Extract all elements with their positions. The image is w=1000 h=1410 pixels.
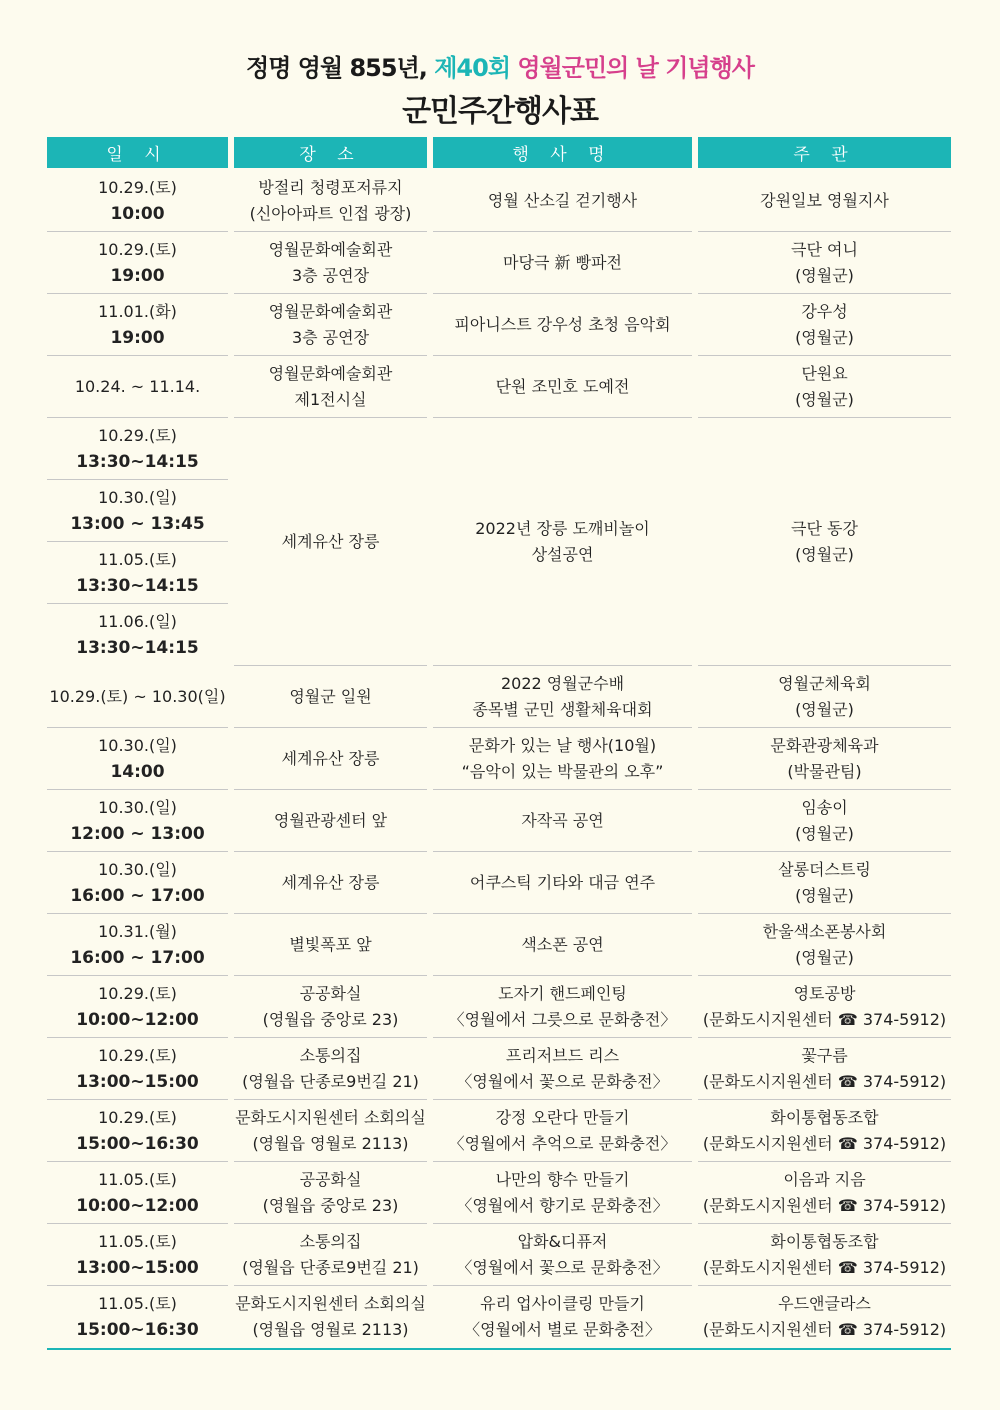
cell-text-event2: 〈영월에서 추억으로 문화충전〉 [448, 1133, 677, 1153]
table-row [47, 356, 951, 418]
table-row [47, 852, 951, 914]
datetime-cell [47, 542, 228, 604]
place-cell [234, 976, 427, 1038]
host-cell [698, 1224, 951, 1286]
event-cell [433, 1100, 692, 1162]
cell-text-date: 11.05.(토) [98, 549, 177, 569]
event-cell [433, 1224, 692, 1286]
cell-text-place1: 세계유산 장릉 [281, 531, 380, 551]
cell-text-host1: 임송이 [801, 797, 848, 817]
cell-text-host1: 화이통협동조합 [770, 1231, 879, 1251]
cell-text-place1: 별빛폭포 앞 [289, 934, 372, 954]
table-row [47, 976, 951, 1038]
datetime-cell [47, 976, 228, 1038]
cell-text-time: 10:00~12:00 [76, 1195, 199, 1216]
place-cell [234, 1224, 427, 1286]
place-cell [234, 666, 427, 728]
place-cell [234, 418, 427, 666]
host-cell [698, 1038, 951, 1100]
cell-text-date: 11.05.(토) [98, 1169, 177, 1189]
cell-text-host2: (영월군) [795, 265, 854, 285]
cell-text-host2: (문화도시지원센터 ☎ 374-5912) [702, 1257, 947, 1277]
datetime-stack [47, 418, 228, 666]
table-header [47, 137, 951, 168]
cell-text-host1: 극단 여니 [791, 239, 858, 259]
datetime-cell [47, 1038, 228, 1100]
cell-text-time: 16:00 ~ 17:00 [70, 885, 205, 906]
cell-text-date: 10.30.(일) [98, 859, 177, 879]
datetime-cell [47, 294, 228, 356]
host-cell [698, 170, 951, 232]
cell-text-time: 12:00 ~ 13:00 [70, 823, 205, 844]
event-cell [433, 418, 692, 666]
table-row [47, 294, 951, 356]
cell-text-event1: 영월 산소길 걷기행사 [487, 190, 638, 210]
cell-text-host2: (영월군) [795, 823, 854, 843]
cell-text-event1: 색소폰 공연 [521, 934, 604, 954]
cell-text-date: 10.30.(일) [98, 735, 177, 755]
cell-text-place1: 소통의집 [299, 1231, 362, 1251]
table-row-group [47, 418, 951, 666]
event-cell [433, 666, 692, 728]
cell-text-host2: (문화도시지원센터 ☎ 374-5912) [702, 1071, 947, 1091]
cell-text-date: 10.30.(일) [98, 797, 177, 817]
cell-text-event2: 종목별 군민 생활체육대회 [472, 699, 653, 719]
datetime-cell [47, 170, 228, 232]
datetime-cell [47, 232, 228, 294]
event-cell [433, 976, 692, 1038]
cell-text-time: 13:30~14:15 [76, 451, 199, 472]
event-cell [433, 294, 692, 356]
cell-text-event1: 문화가 있는 날 행사(10월) [468, 735, 657, 755]
place-cell [234, 790, 427, 852]
datetime-cell [47, 1100, 228, 1162]
host-cell [698, 232, 951, 294]
cell-text-event1: 피아니스트 강우성 초청 음악회 [454, 314, 671, 334]
datetime-cell [47, 666, 228, 728]
cell-text-host2: (영월군) [795, 544, 854, 564]
cell-text-place1: 세계유산 장릉 [281, 872, 380, 892]
cell-text-time: 19:00 [110, 327, 165, 348]
place-cell [234, 852, 427, 914]
host-cell [698, 1100, 951, 1162]
event-cell [433, 914, 692, 976]
cell-text-host2: (문화도시지원센터 ☎ 374-5912) [702, 1320, 947, 1339]
cell-text-event2: 〈영월에서 그릇으로 문화충전〉 [448, 1009, 677, 1029]
place-cell [234, 170, 427, 232]
cell-text-event1: 2022년 장릉 도깨비놀이 [475, 518, 650, 538]
cell-text-date: 10.29.(토) [98, 239, 177, 259]
cell-text-host1: 영토공방 [793, 983, 856, 1003]
event-cell [433, 1286, 692, 1348]
cell-text-host1: 단원요 [801, 363, 848, 383]
place-cell [234, 1038, 427, 1100]
cell-text-host1: 문화관광체육과 [770, 735, 879, 755]
column-header-datetime: 일 시 [47, 137, 228, 168]
cell-text-host2: (영월군) [795, 947, 854, 967]
cell-text-place2: (영월읍 영월로 2113) [252, 1320, 409, 1339]
host-cell [698, 728, 951, 790]
place-cell [234, 1162, 427, 1224]
table-row [47, 1100, 951, 1162]
cell-text-event1: 나만의 향수 만들기 [495, 1169, 630, 1189]
page-title: 군민주간행사표 [402, 94, 598, 129]
datetime-cell [47, 790, 228, 852]
datetime-cell [47, 356, 228, 418]
cell-text-place1: 문화도시지원센터 소회의실 [235, 1294, 426, 1313]
cell-text-place1: 영월문화예술회관 [268, 239, 393, 259]
cell-text-place2: (신아아파트 인접 광장) [249, 203, 412, 223]
cell-text-place1: 공공화실 [299, 1169, 362, 1189]
cell-text-event1: 어쿠스틱 기타와 대금 연주 [469, 872, 656, 892]
cell-text-time: 16:00 ~ 17:00 [70, 947, 205, 968]
cell-text-event1: 단원 조민호 도예전 [495, 376, 630, 396]
cell-text-date: 11.05.(토) [98, 1294, 177, 1313]
cell-text-host2: (문화도시지원센터 ☎ 374-5912) [702, 1195, 947, 1215]
event-cell [433, 356, 692, 418]
table-row [47, 170, 951, 232]
cell-text-host1: 꽃구름 [801, 1045, 848, 1065]
place-cell [234, 232, 427, 294]
schedule-table [47, 137, 951, 1350]
title-part-anniversary: 정명 영월 855년, [246, 54, 427, 82]
table-row [47, 1038, 951, 1100]
cell-text-time: 13:00~15:00 [76, 1257, 199, 1278]
cell-text-host2: (영월군) [795, 699, 854, 719]
cell-text-time: 13:00 ~ 13:45 [70, 513, 205, 534]
cell-text-date: 10.30.(일) [98, 487, 177, 507]
cell-text-host1: 살롱더스트링 [778, 859, 871, 879]
event-cell [433, 170, 692, 232]
cell-text-date: 10.31.(월) [98, 921, 177, 941]
table-row [47, 1224, 951, 1286]
cell-text-host1: 극단 동강 [791, 518, 858, 538]
cell-text-date: 10.29.(토) [98, 1045, 177, 1065]
host-cell [698, 976, 951, 1038]
cell-text-event1: 마당극 新 빵파전 [503, 252, 622, 272]
host-cell [698, 356, 951, 418]
cell-text-place2: 3층 공연장 [291, 327, 370, 347]
cell-text-time: 15:00~16:30 [76, 1133, 199, 1154]
host-cell [698, 914, 951, 976]
cell-text-place1: 영월문화예술회관 [268, 301, 393, 321]
table-row [47, 1286, 951, 1348]
cell-text-place1: 소통의집 [299, 1045, 362, 1065]
host-cell [698, 790, 951, 852]
cell-text-place2: (영월읍 중앙로 23) [262, 1195, 399, 1215]
cell-text-time: 14:00 [110, 761, 165, 782]
title-part-edition: 제40회 [434, 54, 511, 82]
place-cell [234, 1286, 427, 1348]
place-cell [234, 294, 427, 356]
cell-text-place2: (영월읍 단종로9번길 21) [242, 1071, 419, 1091]
cell-text-event1: 2022 영월군수배 [500, 673, 625, 693]
cell-text-date: 10.29.(토) ~ 10.30(일) [49, 686, 226, 706]
cell-text-host1: 영월군체육회 [778, 673, 871, 693]
cell-text-place1: 세계유산 장릉 [281, 748, 380, 768]
cell-text-host2: (영월군) [795, 389, 854, 409]
cell-text-place1: 영월문화예술회관 [268, 363, 393, 383]
column-header-host: 주 관 [698, 137, 951, 168]
cell-text-place1: 영월군 일원 [289, 686, 372, 706]
cell-text-time: 15:00~16:30 [76, 1320, 199, 1340]
cell-text-place1: 공공화실 [299, 983, 362, 1003]
table-body [47, 170, 951, 1350]
datetime-cell [47, 418, 228, 480]
datetime-cell [47, 852, 228, 914]
datetime-cell [47, 1224, 228, 1286]
table-row [47, 232, 951, 294]
datetime-cell [47, 1162, 228, 1224]
cell-text-date: 11.06.(일) [98, 612, 177, 631]
datetime-cell [47, 604, 228, 666]
table-row [47, 914, 951, 976]
cell-text-host1: 우드앤글라스 [778, 1294, 871, 1313]
cell-text-event2: 〈영월에서 꽃으로 문화충전〉 [456, 1071, 669, 1091]
host-cell [698, 666, 951, 728]
cell-text-place2: (영월읍 영월로 2113) [252, 1133, 409, 1153]
table-row [47, 1162, 951, 1224]
datetime-cell [47, 480, 228, 542]
cell-text-event1: 압화&디퓨저 [517, 1231, 608, 1251]
cell-text-place2: 3층 공연장 [291, 265, 370, 285]
datetime-cell [47, 1286, 228, 1348]
event-cell [433, 790, 692, 852]
cell-text-date: 10.29.(토) [98, 1107, 177, 1127]
cell-text-event2: 〈영월에서 별로 문화충전〉 [464, 1320, 661, 1339]
cell-text-place2: 제1전시실 [294, 389, 367, 409]
table-row [47, 728, 951, 790]
cell-text-date: 10.29.(토) [98, 983, 177, 1003]
datetime-cell [47, 728, 228, 790]
host-cell [698, 1162, 951, 1224]
cell-text-event2: “음악이 있는 박물관의 오후” [461, 761, 664, 781]
cell-text-date: 11.05.(토) [98, 1231, 177, 1251]
cell-text-host1: 이음과 지음 [783, 1169, 866, 1189]
place-cell [234, 728, 427, 790]
cell-text-host2: (문화도시지원센터 ☎ 374-5912) [702, 1009, 947, 1029]
host-cell [698, 852, 951, 914]
cell-text-date: 10.24. ~ 11.14. [74, 376, 201, 396]
event-cell [433, 728, 692, 790]
cell-text-date: 11.01.(화) [98, 301, 177, 321]
cell-text-host1: 강원일보 영월지사 [760, 190, 889, 210]
event-title [0, 48, 1000, 83]
cell-text-event1: 자작곡 공연 [521, 810, 604, 830]
cell-text-host2: (영월군) [795, 885, 854, 905]
cell-text-host2: (박물관팀) [787, 761, 862, 781]
host-cell [698, 294, 951, 356]
cell-text-time: 13:30~14:15 [76, 638, 199, 658]
host-cell [698, 1286, 951, 1348]
cell-text-place1: 문화도시지원센터 소회의실 [235, 1107, 426, 1127]
cell-text-place1: 방절리 청령포저류지 [258, 177, 403, 197]
cell-text-time: 13:30~14:15 [76, 575, 199, 596]
cell-text-event2: 〈영월에서 향기로 문화충전〉 [456, 1195, 669, 1215]
datetime-cell [47, 914, 228, 976]
cell-text-time: 19:00 [110, 265, 165, 286]
place-cell [234, 914, 427, 976]
table-row [47, 790, 951, 852]
cell-text-time: 10:00~12:00 [76, 1009, 199, 1030]
cell-text-place2: (영월읍 단종로9번길 21) [242, 1257, 419, 1277]
cell-text-event2: 〈영월에서 꽃으로 문화충전〉 [456, 1257, 669, 1277]
cell-text-host1: 강우성 [801, 301, 848, 321]
cell-text-time: 13:00~15:00 [76, 1071, 199, 1092]
cell-text-event2: 상설공연 [531, 544, 594, 564]
cell-text-place1: 영월관광센터 앞 [273, 810, 388, 830]
cell-text-host1: 한울색소폰봉사회 [762, 921, 887, 941]
cell-text-host2: (문화도시지원센터 ☎ 374-5912) [702, 1133, 947, 1153]
title-part-event: 영월군민의 날 기념행사 [517, 54, 754, 82]
cell-text-date: 10.29.(토) [98, 425, 177, 445]
column-header-event: 행 사 명 [433, 137, 692, 168]
cell-text-place2: (영월읍 중앙로 23) [262, 1009, 399, 1029]
cell-text-event1: 도자기 핸드페인팅 [498, 983, 627, 1003]
event-cell [433, 1038, 692, 1100]
place-cell [234, 1100, 427, 1162]
table-row [47, 666, 951, 728]
place-cell [234, 356, 427, 418]
cell-text-host1: 화이통협동조합 [770, 1107, 879, 1127]
event-cell [433, 232, 692, 294]
host-cell [698, 418, 951, 666]
event-cell [433, 852, 692, 914]
cell-text-event1: 유리 업사이클링 만들기 [480, 1294, 645, 1313]
cell-text-date: 10.29.(토) [98, 177, 177, 197]
column-header-place: 장 소 [234, 137, 427, 168]
event-cell [433, 1162, 692, 1224]
cell-text-host2: (영월군) [795, 327, 854, 347]
cell-text-time: 10:00 [110, 203, 165, 224]
cell-text-event1: 프리저브드 리스 [505, 1045, 620, 1065]
cell-text-event1: 강정 오란다 만들기 [495, 1107, 630, 1127]
